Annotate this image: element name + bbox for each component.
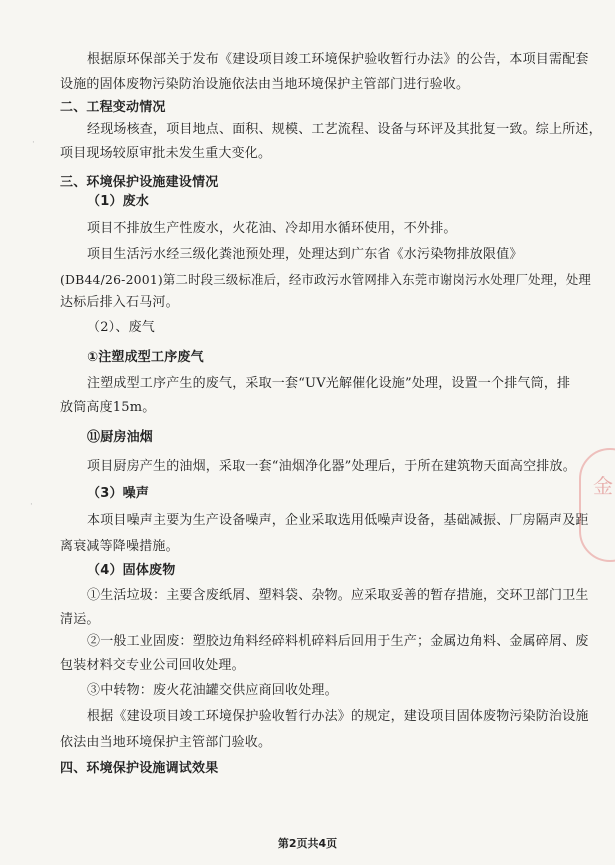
para-line: 项目不排放生产性废水，火花油、冷却用水循环使用，不外排。 (87, 221, 457, 236)
para-line: 项目厨房产生的油烟，采取一套“油烟净化器”处理后，于所在建筑物天面高空排放。 (87, 459, 576, 474)
subsection-heading: （1）废水 (87, 194, 150, 209)
scan-mark: · (30, 500, 33, 510)
subsection-heading: （2）、废气 (87, 320, 155, 335)
para-line: (DB44/26-2001)第二时段三级标准后，经市政污水管网排入东莞市谢岗污水处理厂处理，处理 (60, 272, 592, 287)
seal-stamp-text: 金 (593, 474, 613, 498)
para-line: 根据《建设项目竣工环境保护验收暂行办法》的规定，建设项目固体废物污染防治设施 (87, 709, 589, 724)
para-line: 经现场核查，项目地点、面积、规模、工艺流程、设备与环评及其批复一致。综上所述， (87, 122, 602, 137)
para-line: 达标后排入石马河。 (60, 295, 179, 310)
item-heading: ①注塑成型工序废气 (87, 350, 204, 365)
para-line: 依法由当地环境保护主管部门验收。 (60, 735, 272, 750)
para-line: 放筒高度15m。 (60, 400, 156, 415)
section-heading: 二、工程变动情况 (60, 100, 166, 115)
item-heading: ⑪厨房油烟 (87, 430, 154, 445)
para-line: 清运。 (60, 612, 100, 627)
para-line: 本项目噪声主要为生产设备噪声，企业采取选用低噪声设备，基础减振、厂房隔声及距 (87, 513, 589, 528)
subsection-heading: （3）噪声 (87, 486, 150, 501)
page-footer: 第2页共4页 (277, 837, 338, 850)
section-heading: 四、环境保护设施调试效果 (60, 761, 219, 776)
para-line: 项目生活污水经三级化粪池预处理，处理达到广东省《水污染物排放限值》 (87, 247, 523, 262)
subsection-heading: （4）固体废物 (87, 563, 176, 578)
scan-mark: · (32, 138, 35, 148)
para-line: 根据原环保部关于发布《建设项目竣工环境保护验收暂行办法》的公告，本项目需配套 (87, 52, 589, 67)
para-line: 注塑成型工序产生的废气，采取一套“UV光解催化设施”处理，设置一个排气筒，排 (87, 376, 571, 391)
para-line: ②一般工业固废：塑胶边角料经碎料机碎料后回用于生产；金属边角料、金属碎屑、废 (87, 634, 589, 649)
para-line: 项目现场较原审批未发生重大变化。 (60, 146, 272, 161)
section-heading: 三、环境保护设施建设情况 (60, 175, 219, 190)
seal-stamp (579, 448, 615, 562)
para-line: ①生活垃圾：主要含废纸屑、塑料袋、杂物。应采取妥善的暂存措施，交环卫部门卫生 (87, 588, 589, 603)
para-line: ③中转物：废火花油罐交供应商回收处理。 (87, 683, 338, 698)
para-line: 包装材料交专业公司回收处理。 (60, 658, 245, 673)
para-line: 离衰减等降噪措施。 (60, 539, 179, 554)
para-line: 设施的固体废物污染防治设施依法由当地环境保护主管部门进行验收。 (60, 77, 470, 92)
